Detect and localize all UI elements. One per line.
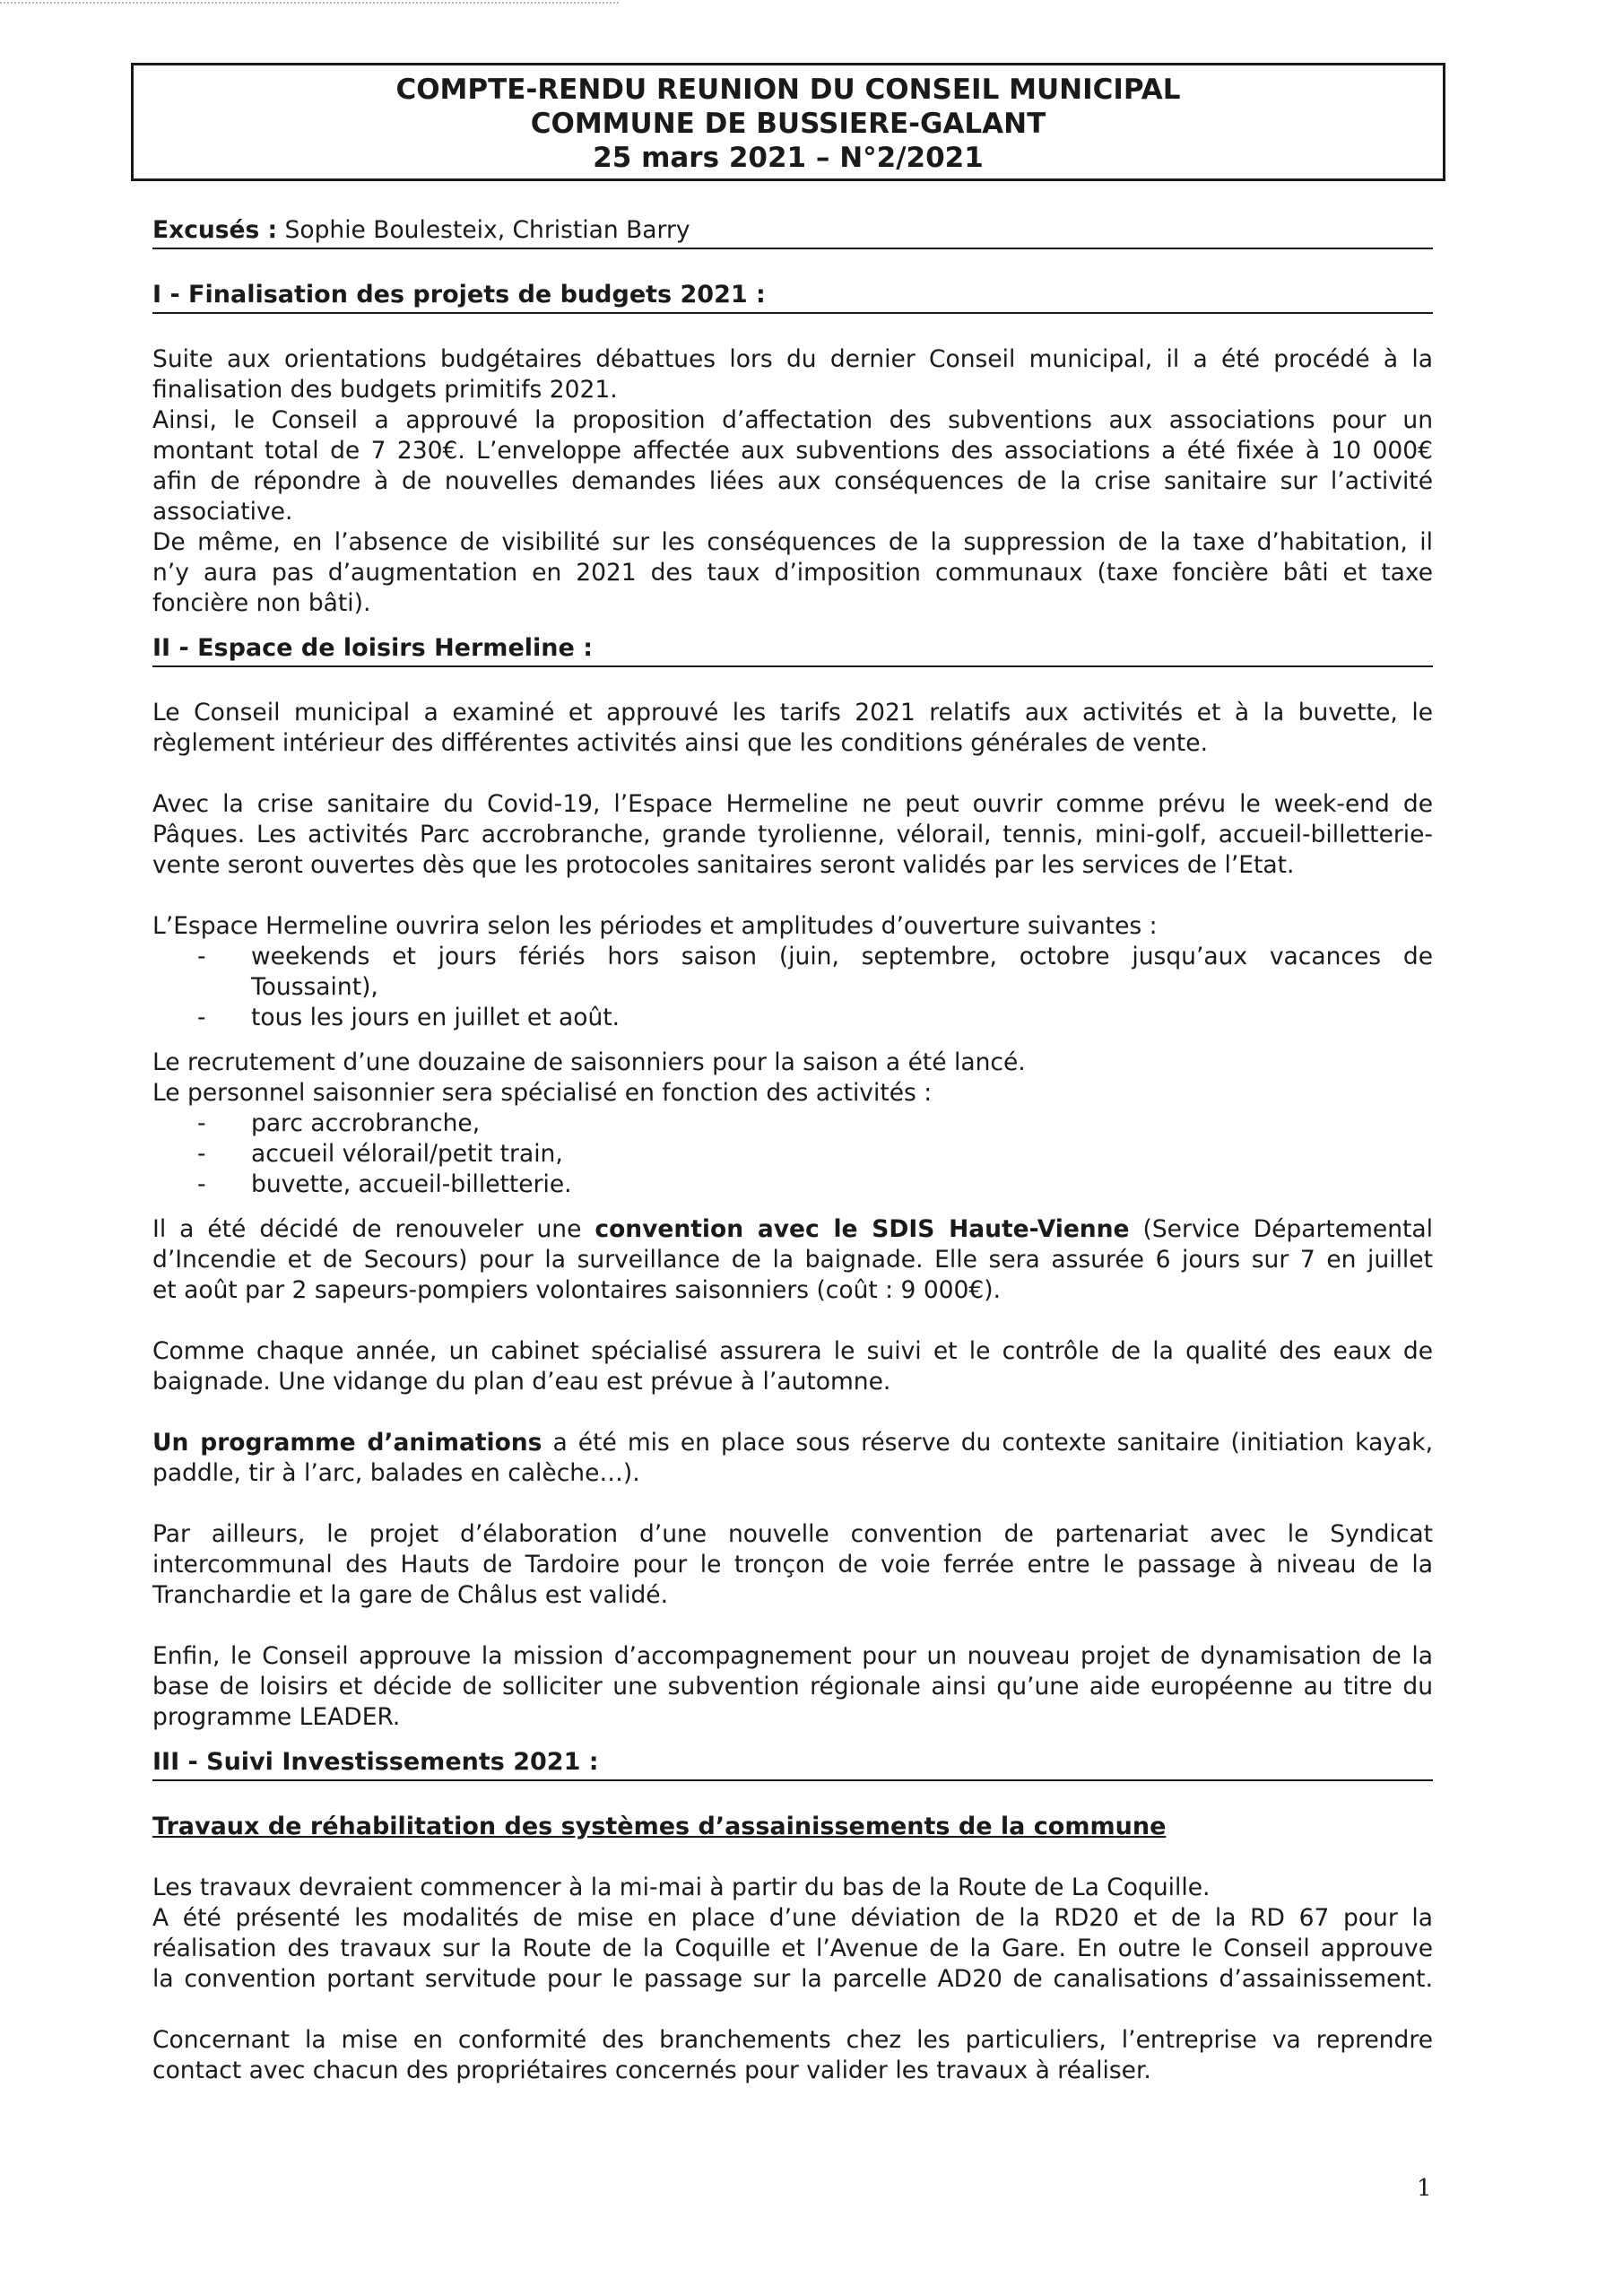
page-number: 1: [1417, 2175, 1432, 2202]
title-line-3: 25 mars 2021 – N°2/2021: [593, 142, 984, 174]
text-line: Tranchardie et la gare de Châlus est validé.: [152, 1581, 669, 1609]
text-line: Les travaux devraient commencer à la mi-mai à partir du bas de la Route de La Coquille.: [152, 1874, 1211, 1901]
section-2-heading: II - Espace de loisirs Hermeline :: [152, 633, 1433, 667]
opening-periods-list: [152, 942, 1433, 1033]
list-item-line: - tous les jours en juillet et août.: [251, 1004, 621, 1031]
text-line: Concernant la mise en conformité des branchements chez les particuliers, l’entreprise va reprendre: [152, 2026, 1433, 2054]
staff-line: Le personnel saisonnier sera spécialisé en fonction des activités :: [152, 1079, 933, 1107]
excuses-label: Excusés :: [152, 216, 278, 244]
text-line: base de loisirs et décide de solliciter une subvention régionale ainsi qu’une aide européenne au titre du: [152, 1673, 1433, 1700]
railway-paragraph: [152, 1519, 1433, 1611]
list-item: - buvette, accueil-billetterie.: [152, 1170, 1433, 1200]
text-line: n’y aura pas d’augmentation en 2021 des taux d’imposition communaux (taxe foncière bâti et taxe: [152, 559, 1433, 587]
text-line: d’Incendie et de Secours) pour la surveillance de la baignade. Elle sera assurée 6 jours sur 7 en juillet: [152, 1246, 1433, 1274]
excuses-names: Sophie Boulesteix, Christian Barry: [277, 216, 690, 244]
text-line: contact avec chacun des propriétaires concernés pour valider les travaux à réaliser.: [152, 2057, 1151, 2084]
scan-top-rule: [0, 2, 619, 4]
text-line: programme LEADER.: [152, 1703, 401, 1731]
text-line: Le Conseil municipal a examiné et approuvé les tarifs 2021 relatifs aux activités et à la buvette, le: [152, 699, 1433, 726]
list-item: [152, 942, 1433, 1003]
animations-paragraph: [152, 1428, 1433, 1489]
recruitment-line: Le recrutement d’une douzaine de saisonniers pour la saison a été lancé.: [152, 1048, 1026, 1076]
section-3-heading: III - Suivi Investissements 2021 :: [152, 1747, 1433, 1781]
works-paragraph: [152, 1873, 1433, 1995]
text-line: règlement intérieur des différentes activités ainsi que les conditions générales de vente.: [152, 729, 1209, 757]
text-line: intercommunal des Hauts de Tardoire pour le tronçon de voie ferrée entre le passage à niveau de la: [152, 1551, 1433, 1578]
text-line: réalisation des travaux sur la Route de la Coquille et l’Avenue de la Gare. En outre le Conseil approuve: [152, 1935, 1433, 1962]
water-paragraph: [152, 1336, 1433, 1397]
title-line-1: COMPTE-RENDU REUNION DU CONSEIL MUNICIPAL: [395, 74, 1181, 106]
opening-intro: L’Espace Hermeline ouvrira selon les périodes et amplitudes d’ouverture suivantes :: [152, 912, 1158, 940]
list-item: [152, 1003, 1433, 1033]
list-item: - accueil vélorail/petit train,: [152, 1139, 1433, 1170]
sdis-paragraph: [152, 1214, 1433, 1306]
text-line: Pâques. Les activités Parc accrobranche, grande tyrolienne, vélorail, tennis, mini-golf, accueil-billetterie-: [152, 821, 1433, 848]
leader-paragraph: [152, 1641, 1433, 1733]
sanitation-subheading: Travaux de réhabilitation des systèmes d’assainissements de la commune: [152, 1813, 1167, 1840]
compliance-paragraph: [152, 2025, 1433, 2086]
text-line: foncière non bâti).: [152, 589, 371, 617]
text-line: baignade. Une vidange du plan d’eau est prévue à l’automne.: [152, 1368, 891, 1396]
text-line: Avec la crise sanitaire du Covid-19, l’Espace Hermeline ne peut ouvrir comme prévu le week-end de: [152, 790, 1433, 818]
text-line: afin de répondre à de nouvelles demandes liées aux conséquences de la crise sanitaire sur l’activité: [152, 467, 1433, 495]
list-item-line: - weekends et jours fériés hors saison (juin, septembre, octobre jusqu’aux vacances de: [251, 943, 1433, 970]
animations-bold: Un programme d’animations: [152, 1429, 542, 1457]
text-line: la convention portant servitude pour le passage sur la parcelle AD20 de canalisations d’assainissement.: [152, 1965, 1433, 1993]
section-1-heading: I - Finalisation des projets de budgets 2021 :: [152, 280, 1433, 314]
text-line: De même, en l’absence de visibilité sur les conséquences de la suppression de la taxe d’habitation, il: [152, 528, 1433, 556]
text-line: associative.: [152, 498, 293, 526]
tarifs-paragraph: [152, 698, 1433, 759]
text-line: finalisation des budgets primitifs 2021.: [152, 376, 618, 404]
covid-paragraph: [152, 789, 1433, 881]
excuses-line: [152, 215, 1433, 249]
text-line: Ainsi, le Conseil a approuvé la proposition d’affectation des subventions aux associations pour un: [152, 406, 1433, 434]
activities-list: [152, 1109, 1433, 1200]
text-line: paddle, tir à l’arc, balades en calèche…).: [152, 1459, 640, 1487]
text-line: Comme chaque année, un cabinet spécialisé assurera le suivi et le contrôle de la qualité des eaux de: [152, 1337, 1433, 1365]
sdis-convention-bold: convention avec le SDIS Haute-Vienne: [595, 1215, 1130, 1243]
list-item-line: Toussaint),: [251, 973, 378, 1001]
document-body: [152, 215, 1433, 2086]
text-line: Par ailleurs, le projet d’élaboration d’une nouvelle convention de partenariat avec le Syndicat: [152, 1520, 1433, 1548]
title-box: [131, 63, 1445, 181]
list-item: - parc accrobranche,: [152, 1109, 1433, 1139]
text-line: vente seront ouvertes dès que les protocoles sanitaires seront validés par les services de l’Etat.: [152, 851, 1295, 879]
text-line: Il a été décidé de renouveler une convention avec le SDIS Haute-Vienne (Service Départemental: [152, 1215, 1433, 1243]
text-line: montant total de 7 230€. L’enveloppe affectée aux subventions des associations a été fixée à 10 000€: [152, 437, 1433, 465]
text-line: et août par 2 sapeurs-pompiers volontaires saisonniers (coût : 9 000€).: [152, 1276, 1002, 1304]
text-line: Enfin, le Conseil approuve la mission d’accompagnement pour un nouveau projet de dynamisation de la: [152, 1642, 1433, 1670]
text-line: A été présenté les modalités de mise en place d’une déviation de la RD20 et de la RD 67 pour la: [152, 1904, 1433, 1932]
text-line: Un programme d’animations a été mis en place sous réserve du contexte sanitaire (initiation kayak,: [152, 1429, 1433, 1457]
text-line: Suite aux orientations budgétaires débattues lors du dernier Conseil municipal, il a été procédé à la: [152, 345, 1433, 373]
section-1-paragraph: [152, 344, 1433, 619]
title-line-2: COMMUNE DE BUSSIERE-GALANT: [530, 108, 1046, 140]
